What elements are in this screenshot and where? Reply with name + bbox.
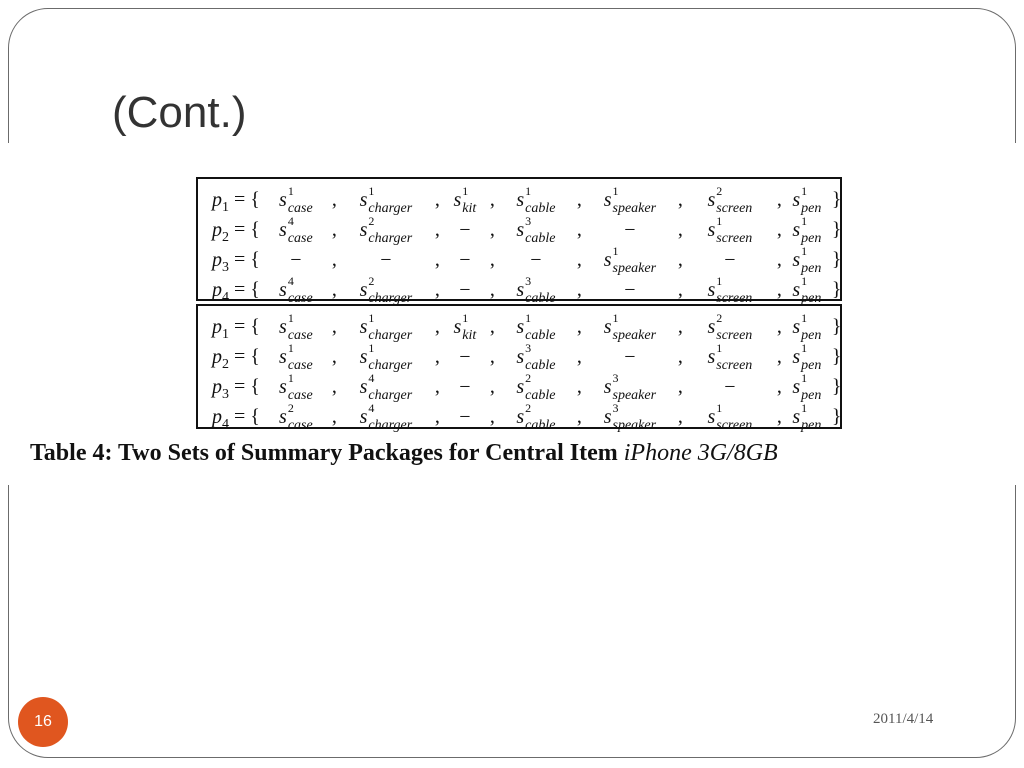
empty-item: − <box>459 345 471 368</box>
summary-item: $s^1_{cable}$ <box>516 184 556 216</box>
summary-item: $s^1_{speaker}$ <box>603 244 657 276</box>
summary-item: $s^2_{cable}$ <box>516 401 556 433</box>
summary-item: $s^1_{case}$ <box>279 184 313 216</box>
summary-item: $s^1_{screen}$ <box>707 401 753 433</box>
empty-item: − <box>459 375 471 398</box>
package-row: $p_3$ = { − , − , − , − , $s^1_{speaker}$ , − , $s^1_{pen}$ } <box>212 239 840 269</box>
summary-item: $s^1_{case}$ <box>279 371 313 403</box>
summary-item: $s^3_{cable}$ <box>516 274 556 306</box>
summary-item: $s^1_{speaker}$ <box>603 311 657 343</box>
empty-item: − <box>459 405 471 428</box>
empty-item: − <box>459 218 471 241</box>
summary-item: $s^1_{pen}$ <box>792 214 822 246</box>
package-row: $p_1$ = { $s^1_{case}$ , $s^1_{charger}$ , $s^1_{kit}$ , $s^1_{cable}$ , $s^1_{speaker}$ , $s^2_{screen}$ , $s^1_{pen}$ } <box>212 306 840 336</box>
summary-item: $s^3_{speaker}$ <box>603 401 657 433</box>
summary-item: $s^1_{pen}$ <box>792 311 822 343</box>
table-caption <box>30 440 778 467</box>
caption-text: Table 4: Two Sets of Summary Packages for Central Item <box>30 440 624 466</box>
package-set-1 <box>196 177 842 306</box>
summary-item: $s^1_{pen}$ <box>792 184 822 216</box>
page-number-badge: 16 <box>18 697 68 747</box>
empty-item: − <box>624 218 636 241</box>
summary-item: $s^1_{kit}$ <box>453 311 477 343</box>
summary-item: $s^1_{pen}$ <box>792 341 822 373</box>
package-set-2 <box>196 304 842 433</box>
package-row: $p_1$ = { $s^1_{case}$ , $s^1_{charger}$ , $s^1_{kit}$ , $s^1_{cable}$ , $s^1_{speaker}$ , $s^2_{screen}$ , $s^1_{pen}$ } <box>212 179 840 209</box>
package-row: $p_2$ = { $s^4_{case}$ , $s^2_{charger}$ , − , $s^3_{cable}$ , − , $s^1_{screen}$ , $s^1_{pen}$ } <box>212 209 840 239</box>
package-label: $p_2$ <box>212 345 229 372</box>
empty-item: − <box>624 278 636 301</box>
package-label: $p_4$ <box>212 405 229 432</box>
summary-item: $s^1_{pen}$ <box>792 401 822 433</box>
summary-item: $s^1_{screen}$ <box>707 341 753 373</box>
summary-item: $s^1_{case}$ <box>279 311 313 343</box>
package-label: $p_3$ <box>212 248 229 275</box>
empty-item: − <box>459 278 471 301</box>
summary-item: $s^1_{screen}$ <box>707 274 753 306</box>
package-row: $p_4$ = { $s^4_{case}$ , $s^2_{charger}$ , − , $s^3_{cable}$ , − , $s^1_{screen}$ , $s^1_{pen}$ } <box>212 269 840 299</box>
summary-item: $s^4_{case}$ <box>279 214 313 246</box>
summary-item: $s^1_{screen}$ <box>707 214 753 246</box>
caption-item: iPhone 3G/8GB <box>623 440 778 466</box>
package-row: $p_4$ = { $s^2_{case}$ , $s^4_{charger}$ , − , $s^2_{cable}$ , $s^3_{speaker}$ , $s^1_{screen}$ , $s^1_{pen}$ } <box>212 396 840 426</box>
summary-item: $s^1_{cable}$ <box>516 311 556 343</box>
package-row: $p_2$ = { $s^1_{case}$ , $s^1_{charger}$ , − , $s^3_{cable}$ , − , $s^1_{screen}$ , $s^1_{pen}$ } <box>212 336 840 366</box>
summary-item: $s^1_{pen}$ <box>792 244 822 276</box>
summary-item: $s^2_{cable}$ <box>516 371 556 403</box>
empty-item: − <box>380 248 392 271</box>
summary-item: $s^1_{case}$ <box>279 341 313 373</box>
empty-item: − <box>459 248 471 271</box>
summary-item: $s^2_{case}$ <box>279 401 313 433</box>
empty-item: − <box>530 248 542 271</box>
summary-item: $s^4_{charger}$ <box>359 401 413 433</box>
summary-item: $s^1_{speaker}$ <box>603 184 657 216</box>
package-label: $p_2$ <box>212 218 229 245</box>
package-label: $p_4$ <box>212 278 229 305</box>
summary-item: $s^3_{cable}$ <box>516 214 556 246</box>
empty-item: − <box>724 248 736 271</box>
summary-item: $s^2_{screen}$ <box>707 311 753 343</box>
summary-item: $s^2_{charger}$ <box>359 274 413 306</box>
summary-item: $s^1_{charger}$ <box>359 341 413 373</box>
summary-item: $s^1_{charger}$ <box>359 311 413 343</box>
summary-item: $s^4_{charger}$ <box>359 371 413 403</box>
package-label: $p_1$ <box>212 188 229 215</box>
empty-item: − <box>624 345 636 368</box>
summary-item: $s^1_{charger}$ <box>359 184 413 216</box>
summary-item: $s^1_{pen}$ <box>792 274 822 306</box>
summary-item: $s^2_{charger}$ <box>359 214 413 246</box>
package-label: $p_1$ <box>212 315 229 342</box>
slide-date: 2011/4/14 <box>873 711 934 727</box>
summary-item: $s^4_{case}$ <box>279 274 313 306</box>
summary-item: $s^3_{speaker}$ <box>603 371 657 403</box>
package-label: $p_3$ <box>212 375 229 402</box>
empty-item: − <box>290 248 302 271</box>
package-row: $p_3$ = { $s^1_{case}$ , $s^4_{charger}$ , − , $s^2_{cable}$ , $s^3_{speaker}$ , − , $s^1_{pen}$ } <box>212 366 840 396</box>
slide-title: (Cont.) <box>112 88 247 137</box>
empty-item: − <box>724 375 736 398</box>
summary-item: $s^2_{screen}$ <box>707 184 753 216</box>
summary-item: $s^3_{cable}$ <box>516 341 556 373</box>
summary-item: $s^1_{kit}$ <box>453 184 477 216</box>
summary-item: $s^1_{pen}$ <box>792 371 822 403</box>
